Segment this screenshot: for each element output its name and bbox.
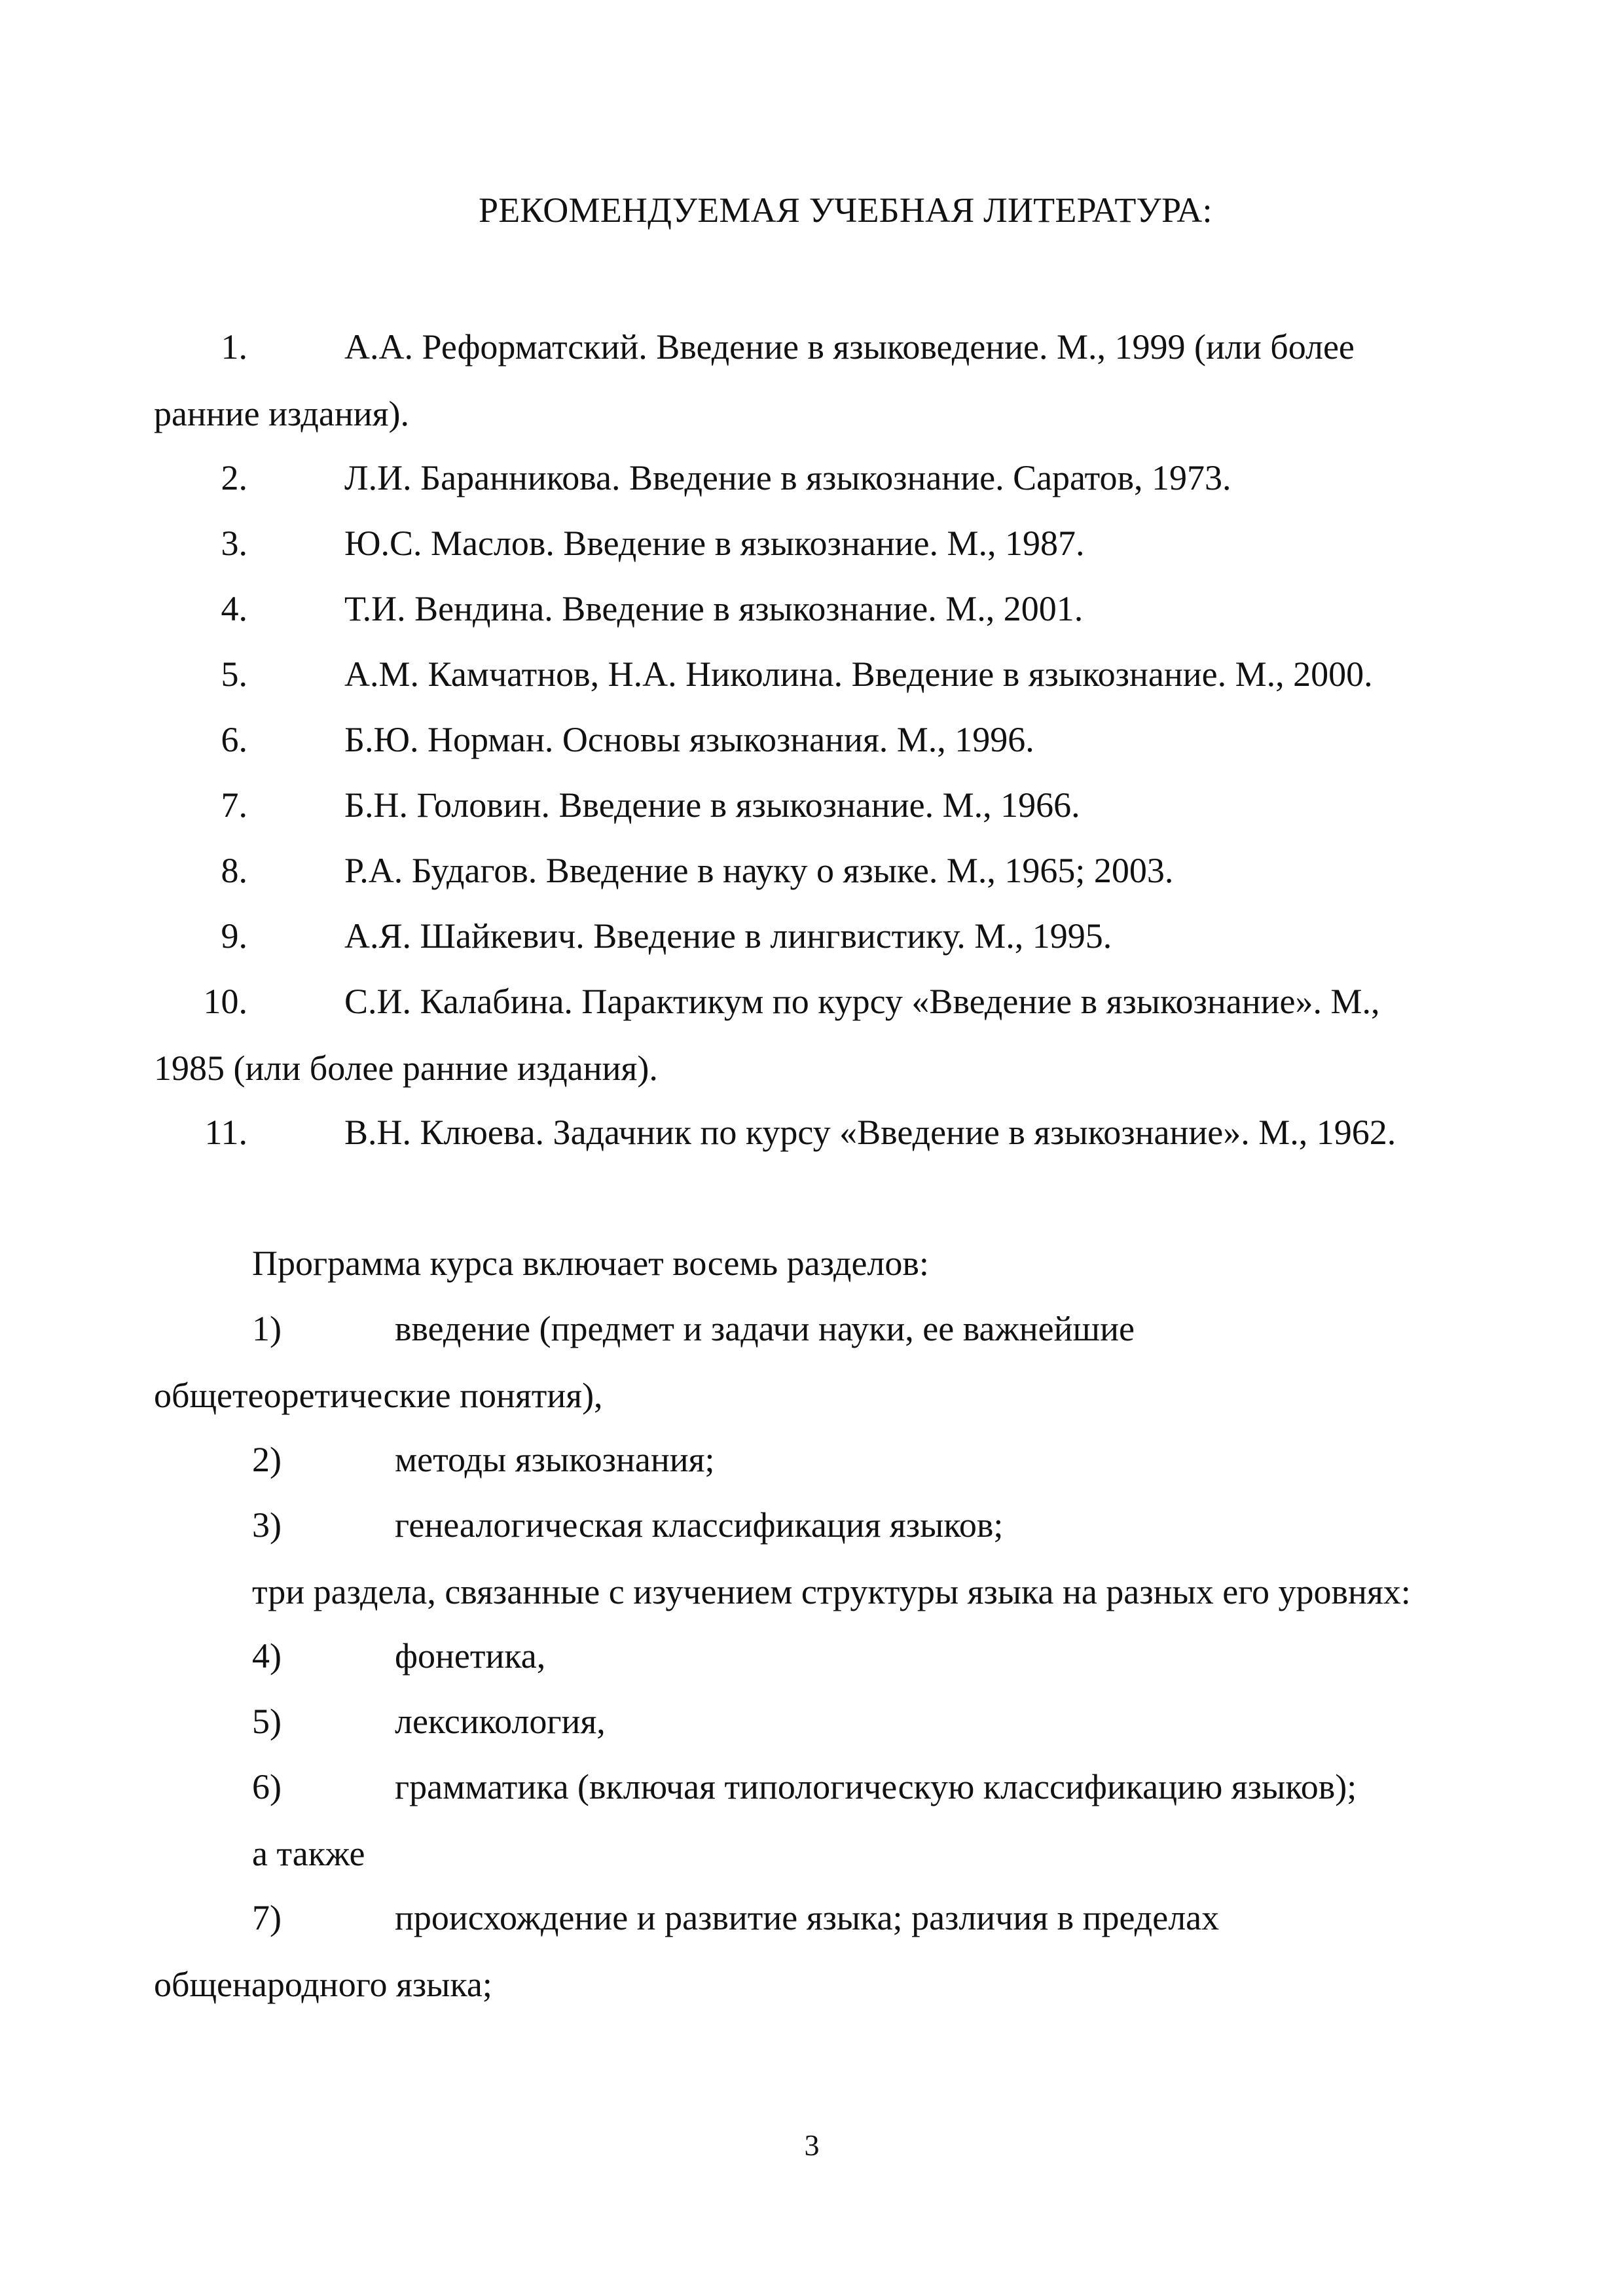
- lit-num-4: 4.: [221, 589, 247, 628]
- lit-num-10: 10.: [203, 982, 247, 1021]
- lit-cont-10: 1985 (или более ранние издания).: [154, 1049, 658, 1088]
- prog-text-1: введение (предмет и задачи науки, ее важнейшие: [395, 1309, 1135, 1348]
- prog-num-1: 1): [252, 1309, 282, 1348]
- prog-num-4: 4): [252, 1636, 282, 1676]
- lit-num-9: 9.: [221, 916, 247, 956]
- prog-num-7: 7): [252, 1898, 282, 1937]
- lit-text-2: Л.И. Баранникова. Введение в языкознание. Саратов, 1973.: [344, 458, 1231, 497]
- lit-text-1: А.А. Реформатский. Введение в языковедение. М., 1999 (или более: [344, 327, 1355, 367]
- lit-num-3: 3.: [221, 524, 247, 563]
- lit-text-10: С.И. Калабина. Парактикум по курсу «Введение в языкознание». М.,: [344, 982, 1380, 1021]
- prog-num-2: 2): [252, 1440, 282, 1479]
- prog-num-6: 6): [252, 1767, 282, 1806]
- program-intro: Программа курса включает восемь разделов:: [252, 1244, 929, 1283]
- prog-text-7: происхождение и развитие языка; различия в пределах: [395, 1898, 1220, 1937]
- prog-cont-1: общетеоретические понятия),: [154, 1376, 603, 1415]
- lit-cont-1: ранние издания).: [154, 394, 409, 433]
- program-mid-text: три раздела, связанные с изучением структуры языка на разных его уровнях:: [252, 1572, 1411, 1611]
- lit-text-11: В.Н. Клюева. Задачник по курсу «Введение в языкознание». М., 1962.: [344, 1113, 1396, 1152]
- program-also-text: а также: [252, 1834, 365, 1873]
- lit-num-6: 6.: [221, 720, 247, 759]
- prog-text-4: фонетика,: [395, 1636, 546, 1676]
- lit-num-11: 11.: [204, 1113, 247, 1152]
- lit-text-5: А.М. Камчатнов, Н.А. Николина. Введение в языкознание. М., 2000.: [344, 655, 1373, 694]
- lit-num-5: 5.: [221, 655, 247, 694]
- lit-text-7: Б.Н. Головин. Введение в языкознание. М., 1966.: [344, 785, 1080, 825]
- prog-text-3: генеалогическая классификация языков;: [395, 1505, 1004, 1545]
- prog-num-3: 3): [252, 1505, 282, 1545]
- lit-num-7: 7.: [221, 785, 247, 825]
- prog-num-5: 5): [252, 1702, 282, 1741]
- prog-cont-7: общенародного языка;: [154, 1965, 492, 2004]
- lit-num-2: 2.: [221, 458, 247, 497]
- lit-text-6: Б.Ю. Норман. Основы языкознания. М., 1996.: [344, 720, 1034, 759]
- page-number: 3: [804, 2128, 820, 2162]
- prog-text-5: лексикология,: [395, 1702, 606, 1741]
- page-heading: РЕКОМЕНДУЕМАЯ УЧЕБНАЯ ЛИТЕРАТУРА:: [479, 190, 1213, 230]
- lit-text-3: Ю.С. Маслов. Введение в языкознание. М., 1987.: [344, 524, 1085, 563]
- lit-text-4: Т.И. Вендина. Введение в языкознание. М., 2001.: [344, 589, 1084, 628]
- prog-text-2: методы языкознания;: [395, 1440, 715, 1479]
- lit-text-9: А.Я. Шайкевич. Введение в лингвистику. М., 1995.: [344, 916, 1112, 956]
- prog-text-6: грамматика (включая типологическую классификацию языков);: [395, 1767, 1357, 1806]
- lit-num-1: 1.: [221, 327, 247, 367]
- lit-text-8: Р.А. Будагов. Введение в науку о языке. М., 1965; 2003.: [344, 851, 1174, 890]
- lit-num-8: 8.: [221, 851, 247, 890]
